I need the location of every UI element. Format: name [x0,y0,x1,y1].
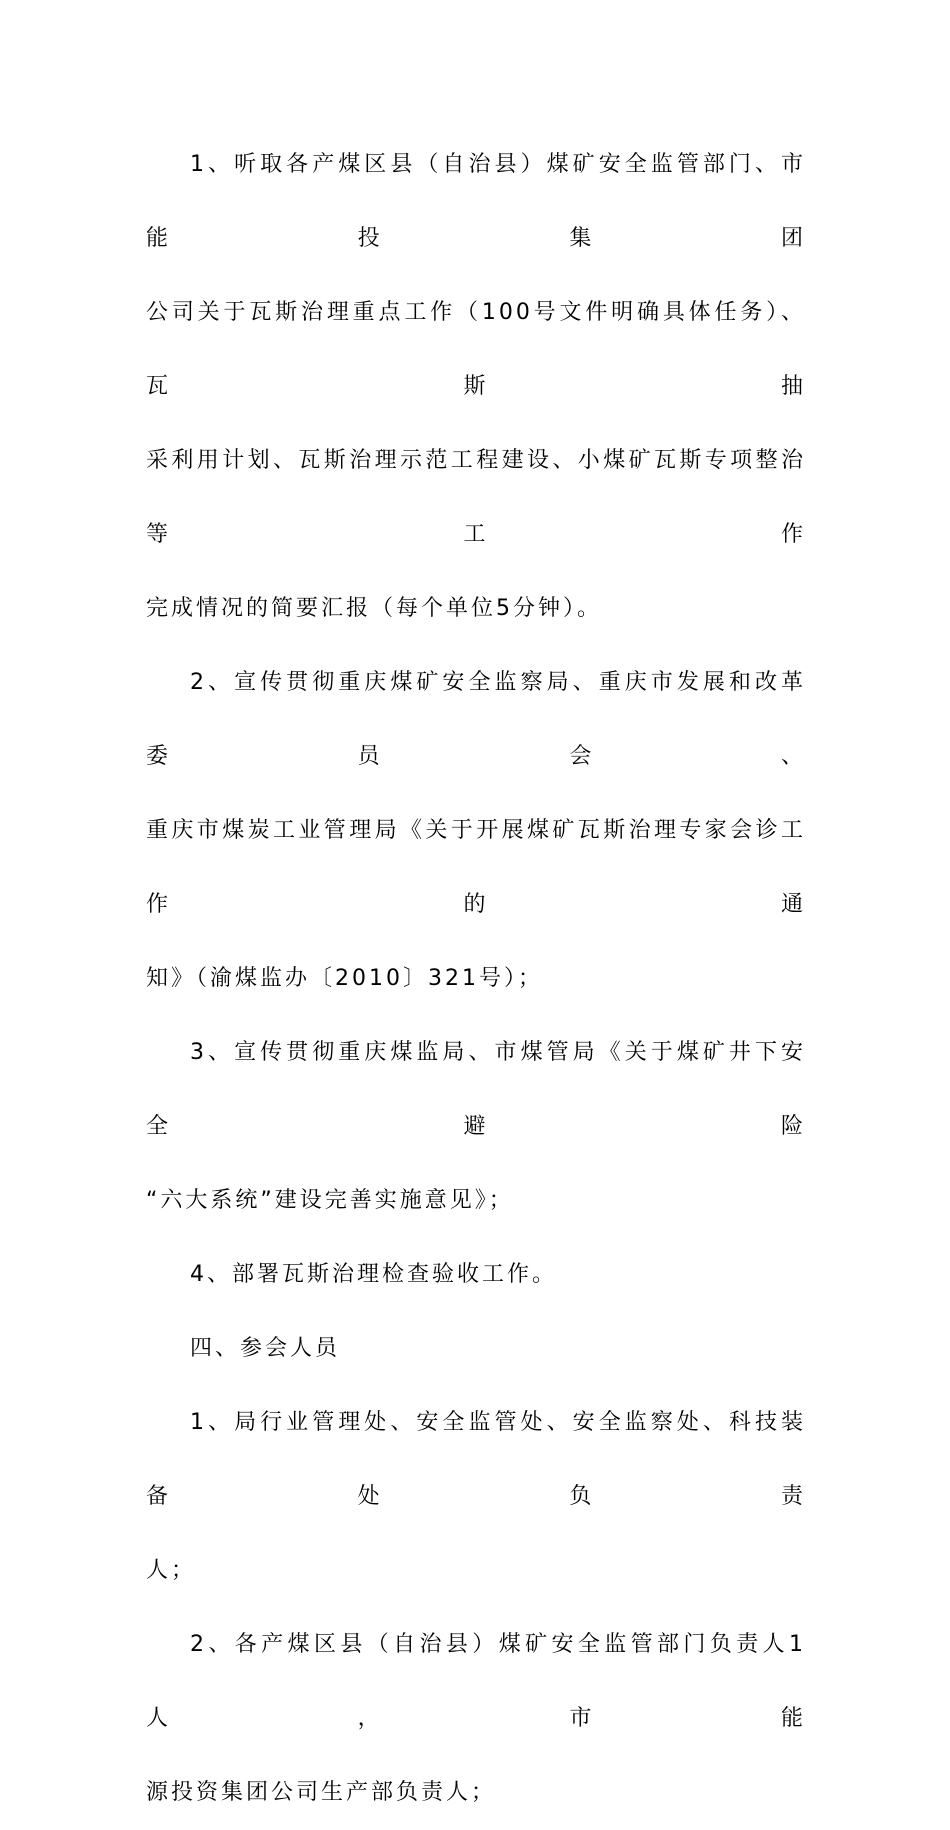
text-line: 完成情况的简要汇报（每个单位5分钟）。 [146,596,602,621]
text-line: “六大系统”建设完善实施意见》； [146,1188,514,1213]
text-line: 2、宣传贯彻重庆煤矿安全监察局、重庆市发展和改革委员会、 [146,670,806,769]
paragraph-item-4 [146,1238,806,1312]
document-page [146,128,806,1830]
text-line: 1、听取各产煤区县（自治县）煤矿安全监管部门、市能投集团 [146,152,806,251]
participant-item-1 [146,1386,806,1608]
paragraph-item-2 [146,646,806,1016]
text-line: 公司关于瓦斯治理重点工作（100号文件明确具体任务）、瓦斯抽 [146,300,806,399]
text-line: 四、参会人员 [190,1336,341,1361]
text-line: 重庆市煤炭工业管理局《关于开展煤矿瓦斯治理专家会诊工作的通 [146,818,806,917]
text-line: 4、部署瓦斯治理检查验收工作。 [190,1262,557,1287]
paragraph-item-3 [146,1016,806,1238]
section-heading [146,1312,806,1386]
text-line: 源投资集团公司生产部负责人； [146,1780,497,1805]
text-line: 1、局行业管理处、安全监管处、安全监察处、科技装备处负责 [146,1410,806,1509]
paragraph-item-1 [146,128,806,646]
text-line: 知》（渝煤监办〔2010〕321号）； [146,966,543,991]
text-line: 人； [146,1558,197,1583]
text-line: 2、各产煤区县（自治县）煤矿安全监管部门负责人1人，市能 [146,1632,806,1731]
text-line: 采利用计划、瓦斯治理示范工程建设、小煤矿瓦斯专项整治等工作 [146,448,806,547]
participant-item-2 [146,1608,806,1830]
text-line: 3、宣传贯彻重庆煤监局、市煤管局《关于煤矿井下安全避险 [146,1040,806,1139]
